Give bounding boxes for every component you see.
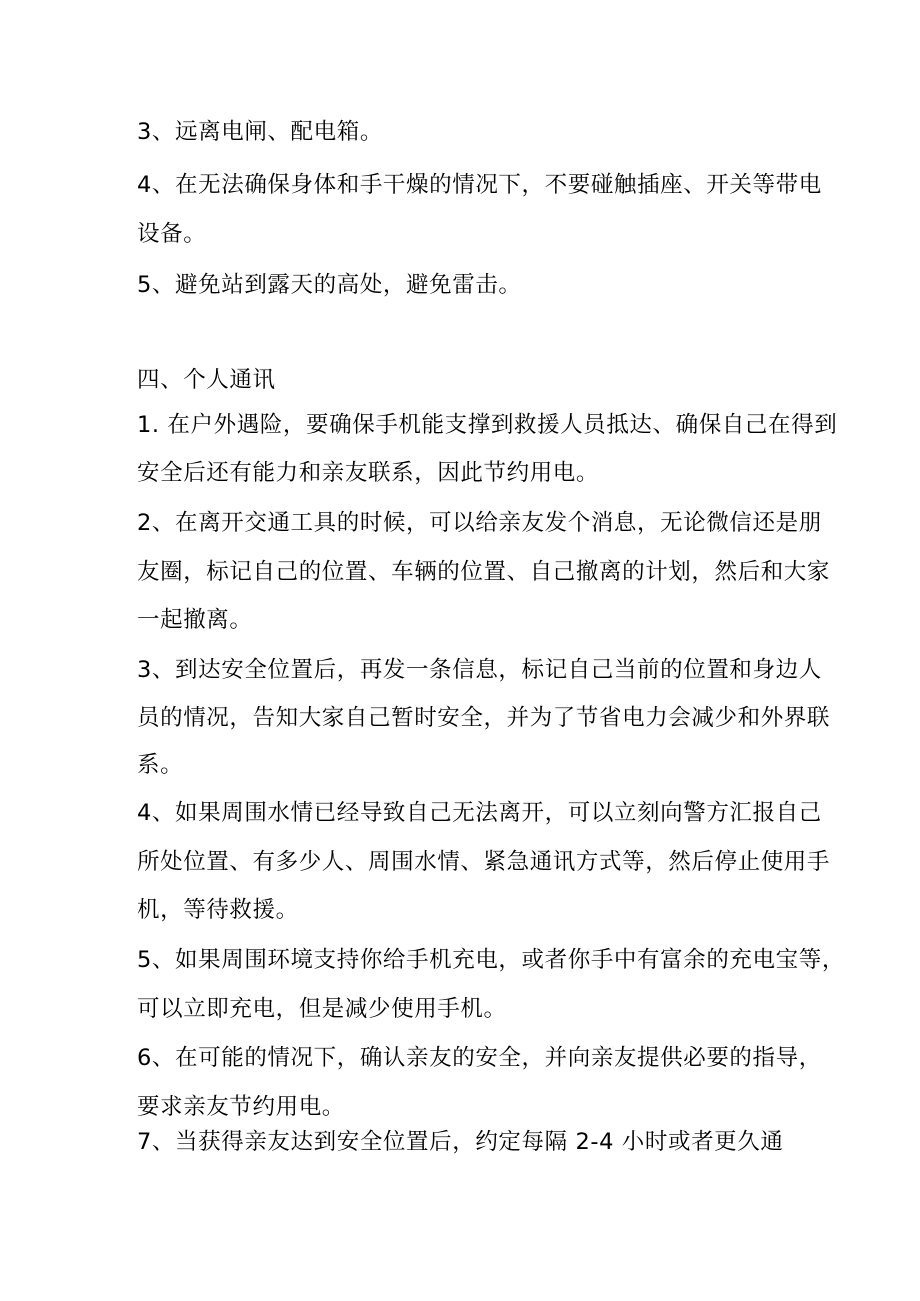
text-line: 5、避免站到露天的高处，避免雷击。 xyxy=(137,272,522,298)
text-line: 系。 xyxy=(137,752,184,778)
text-line: 所处位置、有多少人、周围水情、紧急通讯方式等，然后停止使用手 xyxy=(137,849,831,875)
text-line: 员的情况，告知大家自己暂时安全，并为了节省电力会减少和外界联 xyxy=(137,705,831,731)
text-line: 友圈，标记自己的位置、车辆的位置、自己撤离的计划，然后和大家 xyxy=(137,559,831,585)
text-line: 一起撤离。 xyxy=(137,607,253,633)
text-line: 3、远离电闸、配电箱。 xyxy=(137,119,383,145)
text-line: 机，等待救援。 xyxy=(137,897,299,923)
text-line: 3、到达安全位置后，再发一条信息，标记自己当前的位置和身边人 xyxy=(137,657,822,683)
text-line: 4、在无法确保身体和手干燥的情况下，不要碰触插座、开关等带电 xyxy=(137,172,822,198)
text-line: 设备。 xyxy=(137,221,207,247)
text-line: 2、在离开交通工具的时候，可以给亲友发个消息，无论微信还是朋 xyxy=(137,510,822,536)
text-line: 要求亲友节约用电。 xyxy=(137,1094,345,1120)
text-line: 1. 在户外遇险，要确保手机能支撑到救援人员抵达、确保自己在得到 xyxy=(137,412,838,438)
section-heading: 四、个人通讯 xyxy=(137,367,276,393)
text-line: 5、如果周围环境支持你给手机充电，或者你手中有富余的充电宝等， xyxy=(137,947,845,973)
text-line: 7、当获得亲友达到安全位置后，约定每隔 2-4 小时或者更久通 xyxy=(137,1129,784,1155)
text-line: 6、在可能的情况下，确认亲友的安全，并向亲友提供必要的指导， xyxy=(137,1045,822,1071)
text-line: 4、如果周围水情已经导致自己无法离开，可以立刻向警方汇报自己 xyxy=(137,800,822,826)
text-line: 可以立即充电，但是减少使用手机。 xyxy=(137,996,507,1022)
text-line: 安全后还有能力和亲友联系，因此节约用电。 xyxy=(137,460,600,486)
